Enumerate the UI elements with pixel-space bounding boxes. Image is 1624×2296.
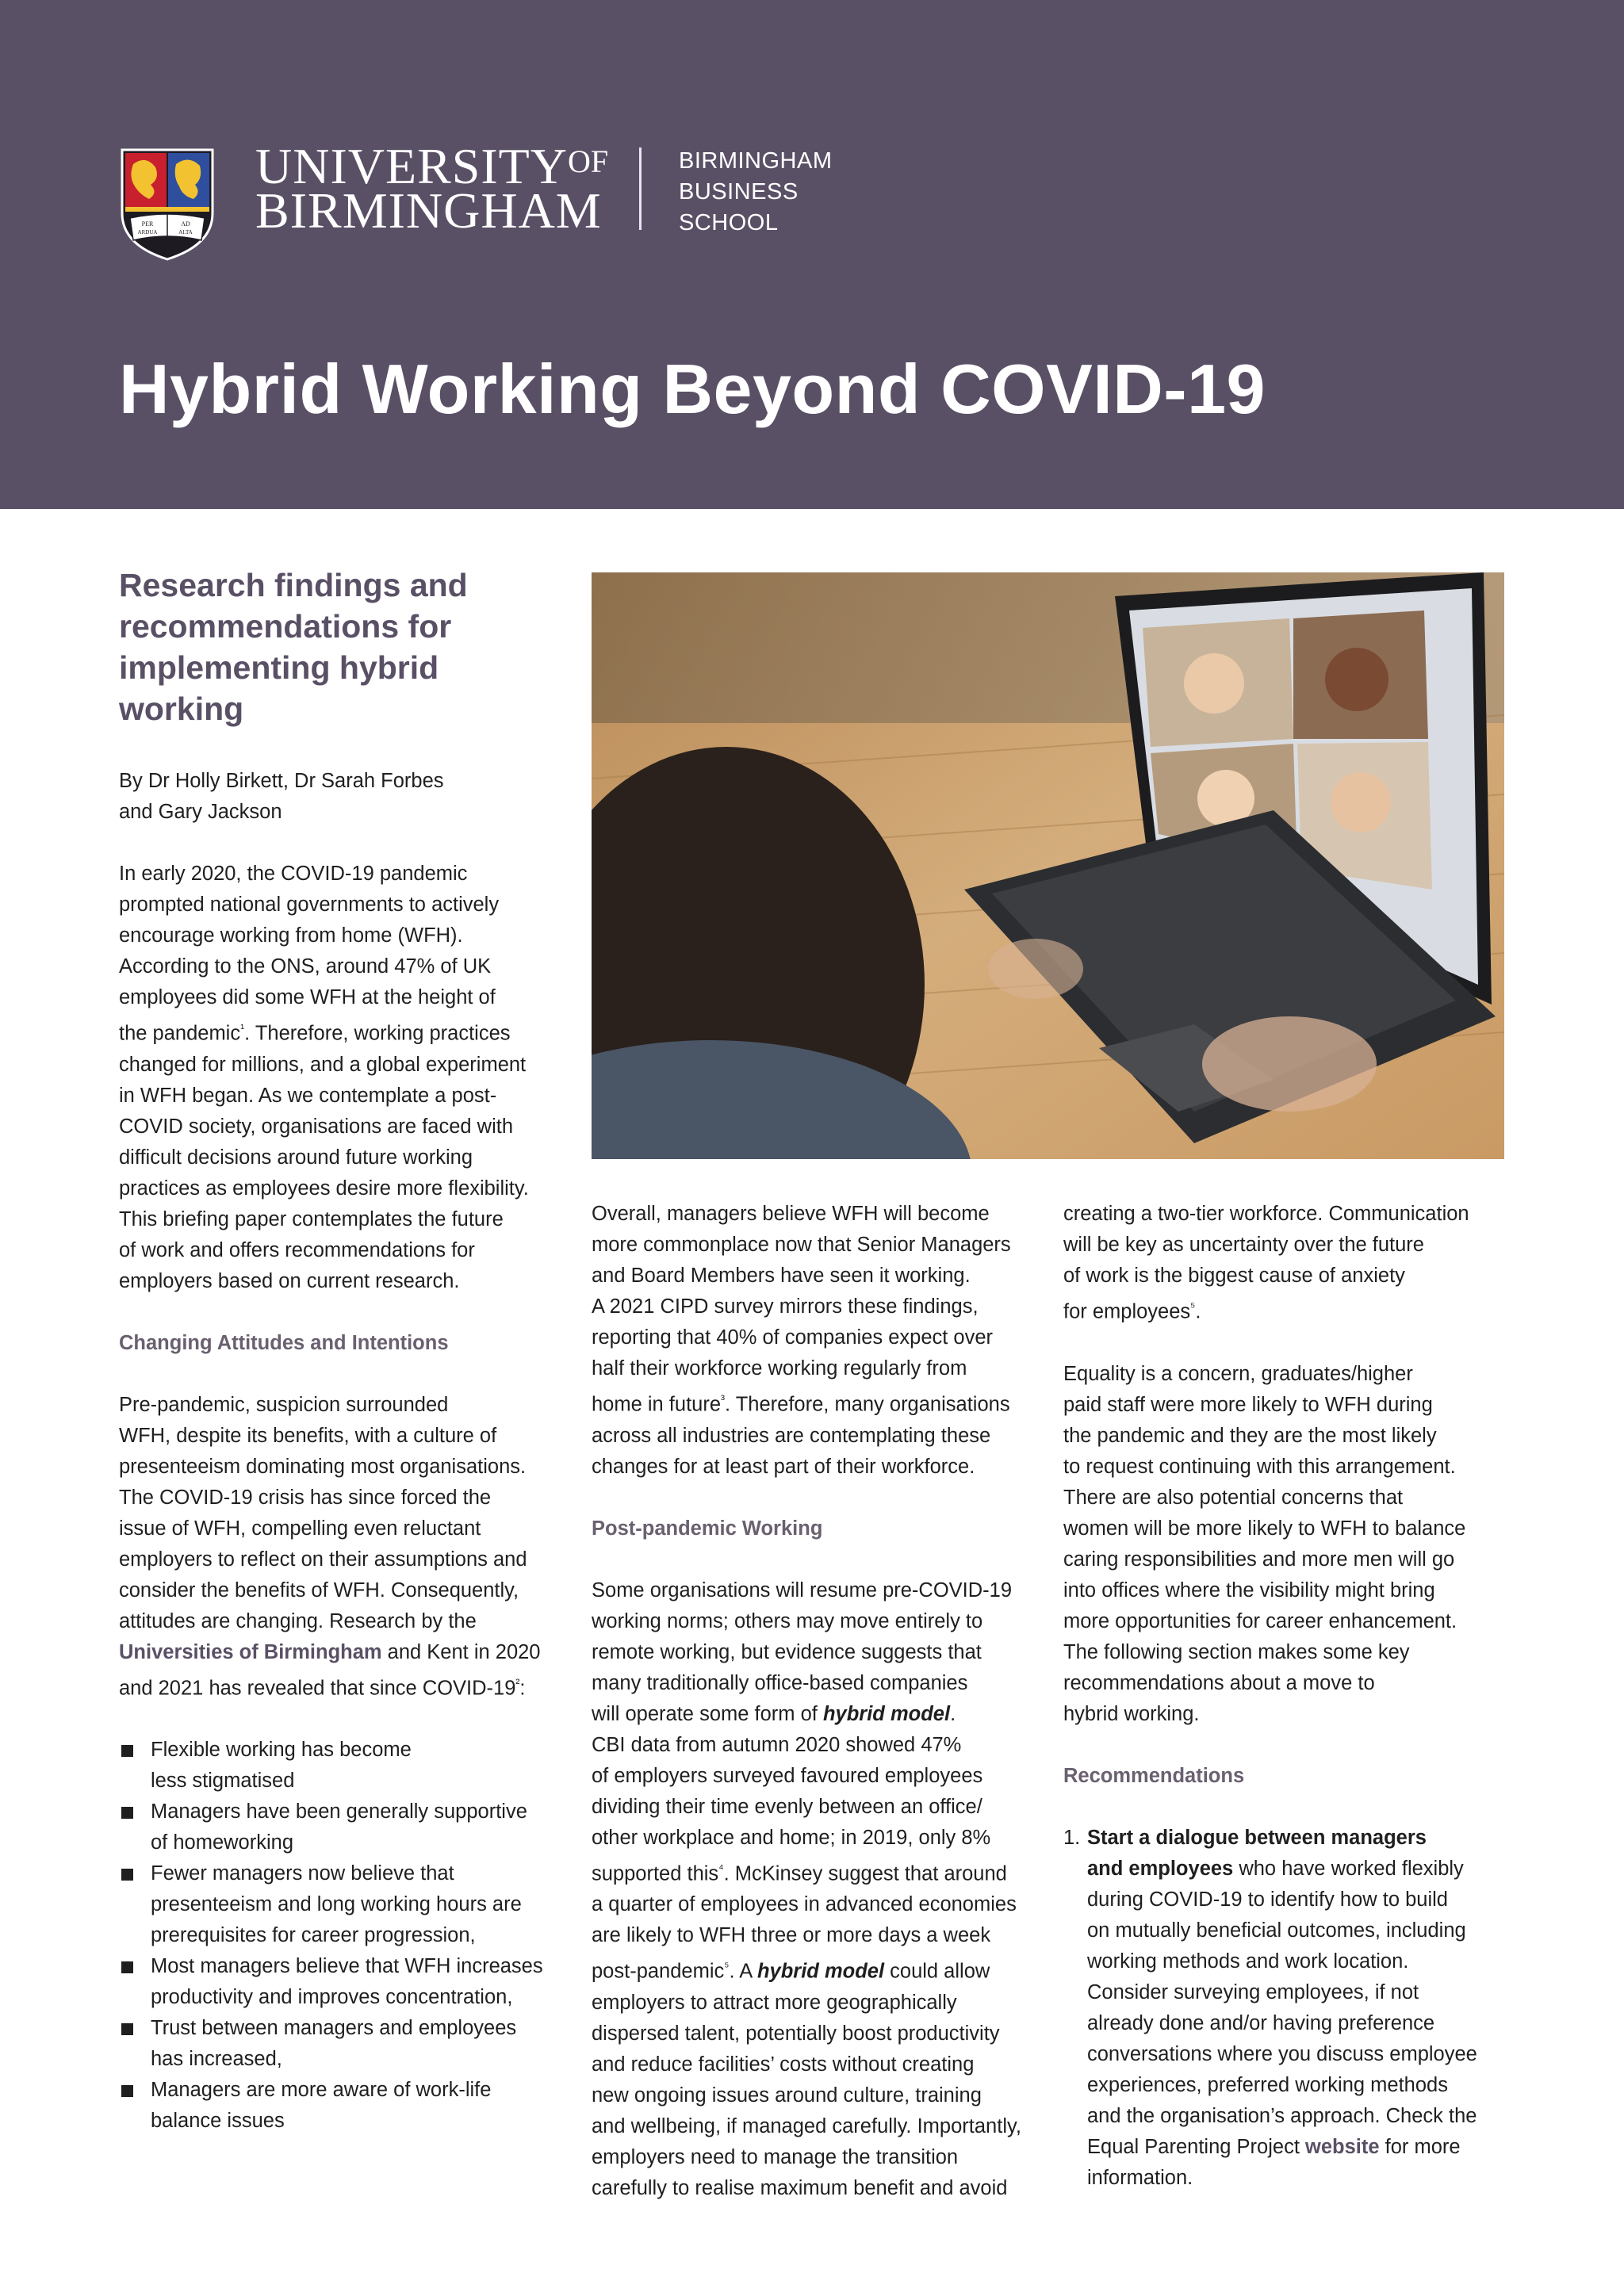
text-span: . A <box>729 1960 757 1983</box>
recommendation-number: 1. <box>1063 1826 1081 1849</box>
text-line: prompted national governments to actively <box>119 894 500 916</box>
text-line: Some organisations will resume pre-COVID-19 <box>592 1578 1013 1601</box>
list-item <box>119 2013 563 2075</box>
list-item <box>119 1951 563 2013</box>
text-line: There are also potential concerns that <box>1063 1486 1404 1509</box>
text-line: Pre-pandemic, suspicion surrounded <box>119 1393 449 1416</box>
text-line: issue of WFH, compelling even reluctant <box>119 1517 481 1540</box>
text-line: Managers are more aware of work-life <box>151 2079 492 2101</box>
video-call-laptop-photo <box>592 572 1504 1159</box>
text-line: This briefing paper contemplates the future <box>119 1207 504 1230</box>
text-line: paid staff were more likely to WFH during <box>1063 1393 1433 1416</box>
text-line: The COVID-19 crisis has since forced the <box>119 1486 492 1509</box>
text-span: supported this <box>592 1862 719 1885</box>
list-item <box>119 1797 563 1858</box>
text-span: Equal Parenting Project <box>1087 2135 1305 2158</box>
text-line: and the organisation’s approach. Check the <box>1087 2104 1477 2127</box>
text-line: reporting that 40% of companies expect over <box>592 1326 994 1349</box>
text-line: Managers have been generally supportive <box>151 1800 527 1823</box>
text-span: who have worked flexibly <box>1233 1857 1464 1880</box>
recommendation-item <box>1063 1823 1523 2194</box>
text-line <box>592 1699 1051 1730</box>
text-line: attitudes are changing. Research by the <box>119 1609 477 1632</box>
text-line: of employers surveyed favoured employees <box>592 1764 983 1787</box>
findings-bullet-list <box>119 1735 563 2137</box>
text-line: of homeworking <box>151 1831 294 1854</box>
crest-motto-left2: ARDUA <box>137 229 158 235</box>
university-line2: BIRMINGHAM <box>255 182 602 239</box>
footnote-ref: ⁴ <box>718 1862 724 1876</box>
text-line: difficult decisions around future working <box>119 1146 473 1169</box>
post-pandemic-paragraph <box>592 1575 1051 2204</box>
document-subtitle: Research findings and recommendations for implementing hybrid working <box>119 567 468 727</box>
text-line <box>119 1668 563 1705</box>
footnote-ref: ² <box>515 1676 520 1690</box>
text-line: changes for at least part of their workforce. <box>592 1455 975 1478</box>
crest-motto-right2: ALTA <box>178 229 193 235</box>
text-line <box>119 1637 563 1668</box>
text-line: employers based on current research. <box>119 1269 460 1292</box>
text-line: Consider surveying employees, if not <box>1087 1980 1419 2003</box>
text-line: dividing their time evenly between an office/ <box>592 1795 982 1818</box>
text-span: the pandemic <box>119 1022 241 1045</box>
text-span: . <box>1195 1300 1201 1323</box>
footnote-ref: ⁵ <box>724 1960 730 1973</box>
text-line: A 2021 CIPD survey mirrors these findings, <box>592 1295 979 1318</box>
page-title: Hybrid Working Beyond COVID-19 <box>119 350 1266 428</box>
list-item <box>119 1858 563 1951</box>
text-line: less stigmatised <box>151 1770 295 1792</box>
text-line: carefully to realise maximum benefit and avoid <box>592 2176 1008 2199</box>
text-line: in WFH began. As we contemplate a post- <box>119 1084 497 1107</box>
text-line: of work and offers recommendations for <box>119 1238 475 1261</box>
hybrid-model-emphasis: hybrid model <box>822 1702 951 1725</box>
text-line: encourage working from home (WFH). <box>119 924 463 947</box>
text-line: new ongoing issues around culture, training <box>592 2084 982 2107</box>
text-line: of work is the biggest cause of anxiety <box>1063 1265 1405 1287</box>
text-line <box>1087 2132 1523 2163</box>
text-span: for more <box>1379 2135 1461 2158</box>
text-line: In early 2020, the COVID-19 pandemic <box>119 863 468 885</box>
text-line: employees did some WFH at the height of <box>119 986 496 1008</box>
school-line: BUSINESS <box>679 179 799 205</box>
text-line: Overall, managers believe WFH will become <box>592 1203 990 1225</box>
text-line: practices as employees desire more flexibility. <box>119 1177 529 1200</box>
hybrid-model-emphasis: hybrid model <box>756 1960 885 1983</box>
text-line: across all industries are contemplating these <box>592 1424 991 1447</box>
text-line: COVID society, organisations are faced with <box>119 1115 514 1138</box>
text-line: creating a two-tier workforce. Communication <box>1063 1203 1469 1225</box>
text-span: will operate some form of <box>592 1702 823 1725</box>
text-line <box>592 1854 1051 1890</box>
text-line: presenteeism dominating most organisations. <box>119 1455 527 1478</box>
text-line: women will be more likely to WFH to balance <box>1063 1517 1466 1540</box>
equality-paragraph <box>1063 1359 1523 1730</box>
text-line: already done and/or having preference <box>1087 2011 1435 2034</box>
text-span: . Therefore, many organisations <box>725 1393 1010 1416</box>
university-crest-icon <box>119 147 216 262</box>
text-line: working norms; others may move entirely to <box>592 1609 983 1632</box>
left-column <box>119 766 563 2137</box>
text-line: remote working, but evidence suggests that <box>592 1640 982 1663</box>
footnote-ref: ¹ <box>240 1022 245 1035</box>
text-line <box>592 1384 1051 1421</box>
text-line: to request continuing with this arrangement. <box>1063 1455 1456 1478</box>
footnote-ref: ⁵ <box>1190 1300 1196 1314</box>
list-item <box>119 2075 563 2137</box>
text-line: the pandemic and they are the most likely <box>1063 1424 1437 1447</box>
text-line: prerequisites for career progression, <box>151 1924 476 1946</box>
crest-motto-left: PER <box>141 220 154 228</box>
text-line: changed for millions, and a global experiment <box>119 1053 527 1076</box>
text-line <box>1087 1854 1523 1885</box>
text-span: could allow <box>884 1960 990 1983</box>
text-span: . Therefore, working practices <box>244 1022 511 1045</box>
text-line: Fewer managers now believe that <box>151 1862 454 1885</box>
section-heading-recommendations: Recommendations <box>1063 1764 1245 1787</box>
authors-line: By Dr Holly Birkett, Dr Sarah Forbes <box>119 770 444 792</box>
university-line1: UNIVERSITY <box>255 138 568 194</box>
text-span: and 2021 has revealed that since COVID-19 <box>119 1677 516 1699</box>
text-line: dispersed talent, potentially boost productivity <box>592 2022 1000 2045</box>
text-line <box>592 1951 1051 1988</box>
text-span: and employees <box>1087 1857 1234 1880</box>
school-line: SCHOOL <box>679 210 779 235</box>
text-line: conversations where you discuss employee <box>1087 2042 1477 2065</box>
text-line: presenteeism and long working hours are <box>151 1893 522 1915</box>
text-line: other workplace and home; in 2019, only 8% <box>592 1826 991 1849</box>
text-line: employers to reflect on their assumptions and <box>119 1548 527 1571</box>
text-line: Equality is a concern, graduates/higher <box>1063 1362 1413 1385</box>
text-span: post-pandemic <box>592 1960 725 1983</box>
text-line: caring responsibilities and more men will go <box>1063 1548 1455 1571</box>
text-span: . <box>950 1702 956 1725</box>
text-line: The following section makes some key <box>1063 1640 1410 1663</box>
text-line: will be key as uncertainty over the future <box>1063 1234 1424 1256</box>
recommendations-list <box>1063 1823 1523 2194</box>
text-span: home in future <box>592 1393 722 1416</box>
attitudes-paragraph <box>119 1390 563 1705</box>
text-line: employers to attract more geographically <box>592 1991 957 2014</box>
right-column <box>1063 1199 1523 2194</box>
list-item <box>119 1735 563 1797</box>
university-wordmark <box>255 138 609 239</box>
text-line: on mutually beneficial outcomes, including <box>1087 1919 1466 1942</box>
managers-paragraph <box>592 1199 1051 1483</box>
text-line: and Board Members have seen it working. <box>592 1265 971 1287</box>
text-line: experiences, preferred working methods <box>1087 2073 1448 2096</box>
text-line: during COVID-19 to identify how to build <box>1087 1888 1448 1911</box>
text-line: many traditionally office-based companies <box>592 1671 968 1694</box>
text-line: information. <box>1087 2166 1193 2189</box>
header-band <box>0 0 1624 509</box>
text-line: balance issues <box>151 2110 285 2132</box>
text-span: . McKinsey suggest that around <box>723 1862 1007 1885</box>
text-line: recommendations about a move to <box>1063 1671 1375 1694</box>
text-line: Trust between managers and employees <box>151 2017 517 2039</box>
text-line: CBI data from autumn 2020 showed 47% <box>592 1733 962 1756</box>
text-line: a quarter of employees in advanced economies <box>592 1893 1017 1915</box>
text-line <box>1063 1292 1523 1328</box>
text-line: has increased, <box>151 2048 282 2070</box>
text-line: are likely to WFH three or more days a week <box>592 1924 991 1946</box>
middle-column <box>592 1199 1051 2204</box>
text-line: productivity and improves concentration, <box>151 1986 513 2008</box>
text-line: Flexible working has become <box>151 1739 412 1761</box>
text-line: and wellbeing, if managed carefully. Importantly, <box>592 2114 1021 2137</box>
university-of: OF <box>567 144 609 179</box>
intro-paragraph <box>119 859 563 1297</box>
text-span: : <box>519 1677 526 1699</box>
text-line: Start a dialogue between managers <box>1087 1826 1427 1849</box>
communication-paragraph <box>1063 1199 1523 1328</box>
footnote-ref: ³ <box>721 1393 726 1406</box>
crest-motto-right: AD <box>181 220 190 228</box>
text-line: working methods and work location. <box>1087 1950 1409 1973</box>
authors-line: and Gary Jackson <box>119 801 282 823</box>
section-heading-post-pandemic: Post-pandemic Working <box>592 1517 823 1540</box>
text-line <box>119 1013 563 1050</box>
text-line: half their workforce working regularly from <box>592 1357 967 1380</box>
business-school-name <box>679 146 833 239</box>
section-heading-attitudes: Changing Attitudes and Intentions <box>119 1331 449 1354</box>
website-link[interactable]: website <box>1305 2135 1380 2158</box>
text-line: consider the benefits of WFH. Consequently, <box>119 1578 519 1601</box>
header-divider <box>639 147 642 230</box>
school-line: BIRMINGHAM <box>679 148 833 174</box>
text-line: hybrid working. <box>1063 1702 1200 1725</box>
text-line: more opportunities for career enhancement. <box>1063 1609 1457 1632</box>
text-span: and Kent in 2020 <box>381 1640 541 1663</box>
text-line: WFH, despite its benefits, with a culture of <box>119 1424 497 1447</box>
universities-of-birmingham-link[interactable]: Universities of Birmingham <box>119 1640 382 1663</box>
text-line: Most managers believe that WFH increases <box>151 1955 543 1977</box>
text-line: into offices where the visibility might bring <box>1063 1578 1435 1601</box>
text-line: more commonplace now that Senior Managers <box>592 1234 1011 1256</box>
text-line: employers need to manage the transition <box>592 2145 959 2168</box>
text-line: and reduce facilities’ costs without creating <box>592 2053 975 2076</box>
text-line: According to the ONS, around 47% of UK <box>119 955 492 978</box>
text-span: for employees <box>1063 1300 1191 1323</box>
